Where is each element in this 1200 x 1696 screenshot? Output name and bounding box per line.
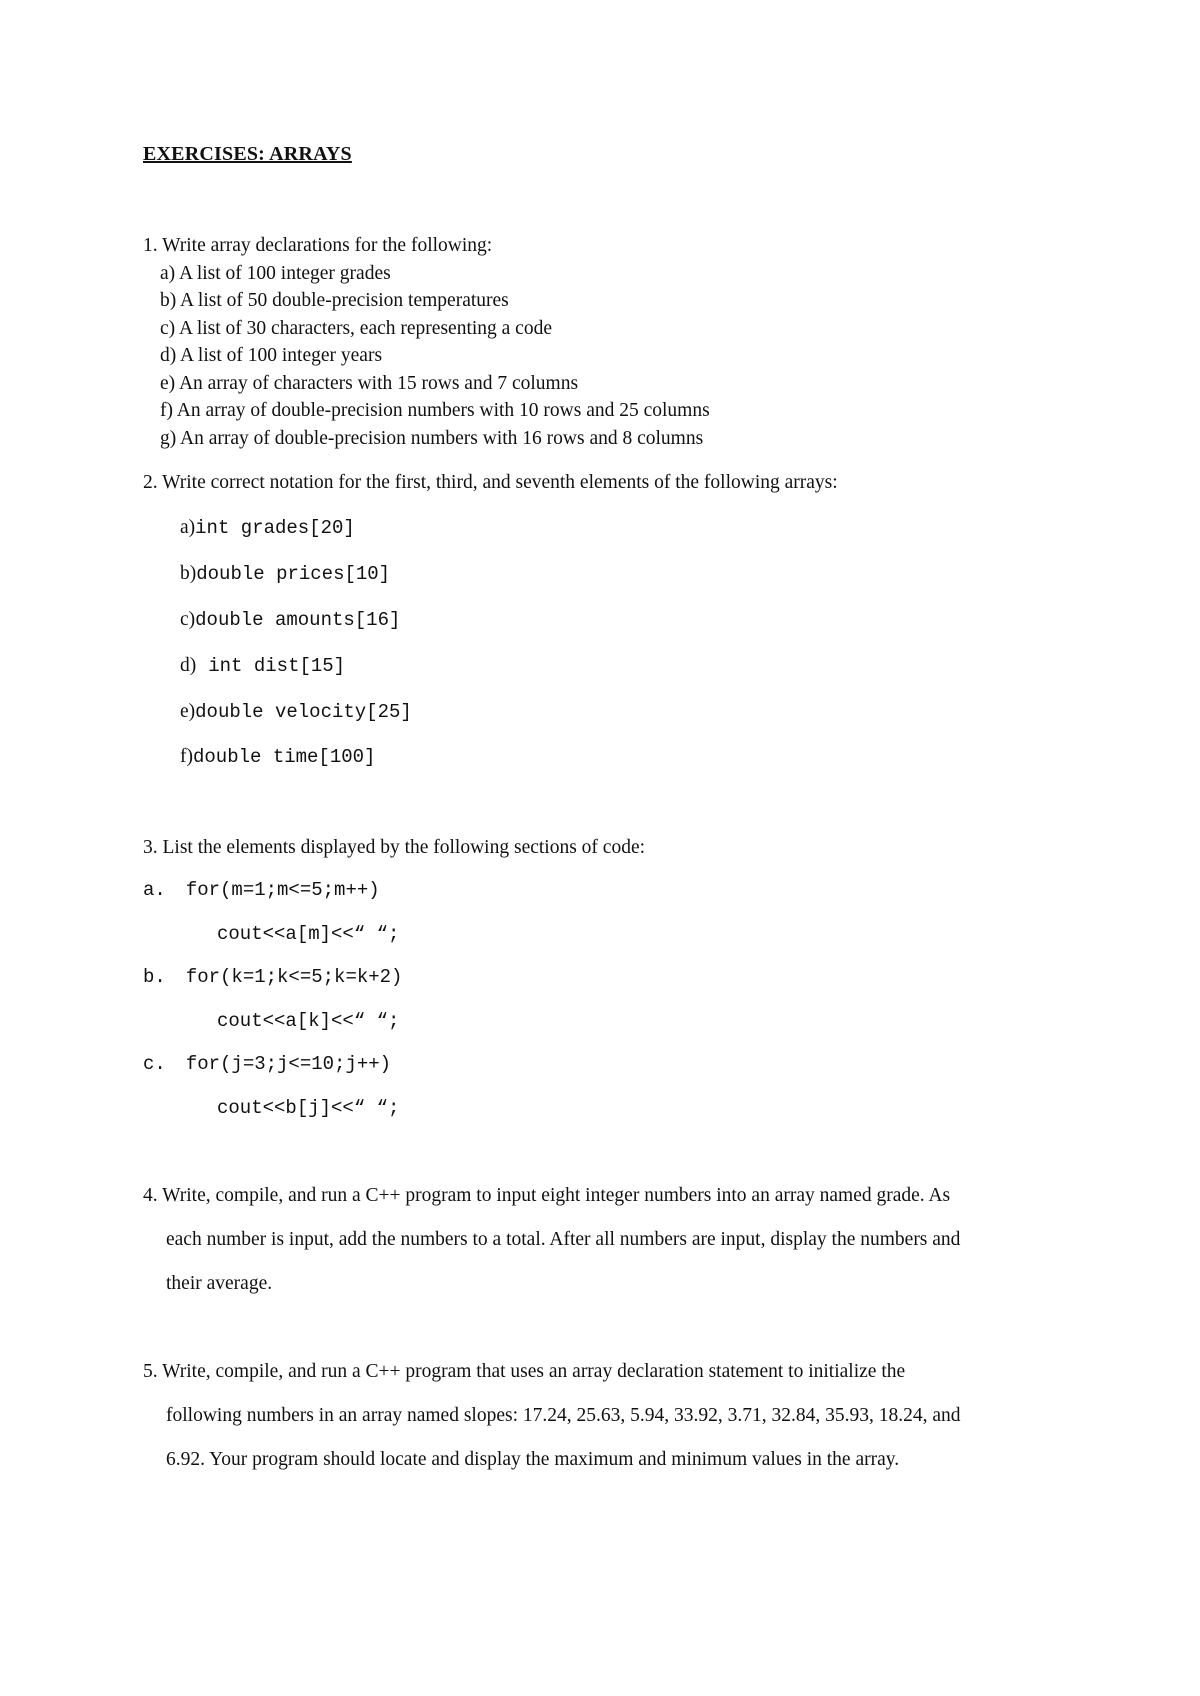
q2-item bbox=[180, 518, 355, 538]
q3-loop-code: for(j=3;j<=10;j++) bbox=[185, 1053, 392, 1075]
q3-body-code: cout<<b[j]<<“ “; bbox=[217, 1097, 400, 1119]
q3-block-loop bbox=[143, 1055, 391, 1074]
q1-item: g) An array of double-precision numbers with 16 rows and 8 columns bbox=[160, 428, 704, 449]
q3-block-label: b. bbox=[143, 966, 166, 988]
q4-line: their average. bbox=[166, 1273, 273, 1294]
q1-item: a) A list of 100 integer grades bbox=[160, 263, 391, 284]
q2-item-label: d) bbox=[180, 655, 197, 676]
q2-item bbox=[180, 610, 400, 630]
q3-prompt: 3. List the elements displayed by the following sections of code: bbox=[143, 837, 646, 858]
q2-item-label: c) bbox=[180, 609, 196, 630]
q3-loop-code: for(m=1;m<=5;m++) bbox=[185, 879, 380, 901]
q2-item-label: f) bbox=[180, 746, 193, 767]
q3-body-code: cout<<a[k]<<“ “; bbox=[217, 1010, 400, 1032]
q3-block-loop bbox=[143, 881, 380, 900]
q1-item: f) An array of double-precision numbers with 10 rows and 25 columns bbox=[160, 400, 710, 421]
q2-item-label: e) bbox=[180, 701, 196, 722]
q5-line: following numbers in an array named slopes: 17.24, 25.63, 5.94, 33.92, 3.71, 32.84, 35.93, 18.24, and bbox=[166, 1405, 961, 1426]
q1-item: e) An array of characters with 15 rows and 7 columns bbox=[160, 373, 579, 394]
q2-item-label: b) bbox=[180, 563, 197, 584]
q2-item bbox=[180, 747, 375, 767]
q3-block-label: a. bbox=[143, 879, 166, 901]
page-title: EXERCISES: ARRAYS bbox=[143, 143, 352, 165]
q1-item: d) A list of 100 integer years bbox=[160, 345, 383, 366]
q5-line: 6.92. Your program should locate and display the maximum and minimum values in the array. bbox=[166, 1449, 900, 1470]
q3-block-label: c. bbox=[143, 1053, 166, 1075]
q2-item-code: double time[100] bbox=[193, 746, 376, 768]
q2-item bbox=[180, 564, 390, 584]
q2-item-code: double velocity[25] bbox=[195, 701, 412, 723]
q2-item-code: double amounts[16] bbox=[195, 609, 401, 631]
q2-item-label: a) bbox=[180, 517, 196, 538]
q2-item-code: int grades[20] bbox=[195, 517, 355, 539]
q2-item bbox=[180, 702, 412, 722]
q2-item-code: int dist[15] bbox=[208, 655, 346, 677]
q3-block-loop bbox=[143, 968, 402, 987]
q1-item: c) A list of 30 characters, each representing a code bbox=[160, 318, 552, 339]
q4-line: 4. Write, compile, and run a C++ program to input eight integer numbers into an array named grade. As bbox=[143, 1185, 951, 1206]
q5-line: 5. Write, compile, and run a C++ program that uses an array declaration statement to initialize the bbox=[143, 1361, 906, 1382]
q3-body-code: cout<<a[m]<<“ “; bbox=[217, 923, 400, 945]
q1-prompt: 1. Write array declarations for the following: bbox=[143, 235, 493, 256]
q2-prompt: 2. Write correct notation for the first, third, and seventh elements of the following arrays: bbox=[143, 472, 838, 493]
q4-line: each number is input, add the numbers to a total. After all numbers are input, display the numbers and bbox=[166, 1229, 961, 1250]
q2-item-code: double prices[10] bbox=[196, 563, 391, 585]
q3-loop-code: for(k=1;k<=5;k=k+2) bbox=[185, 966, 403, 988]
q2-item bbox=[180, 656, 345, 676]
q1-item: b) A list of 50 double-precision temperatures bbox=[160, 290, 509, 311]
